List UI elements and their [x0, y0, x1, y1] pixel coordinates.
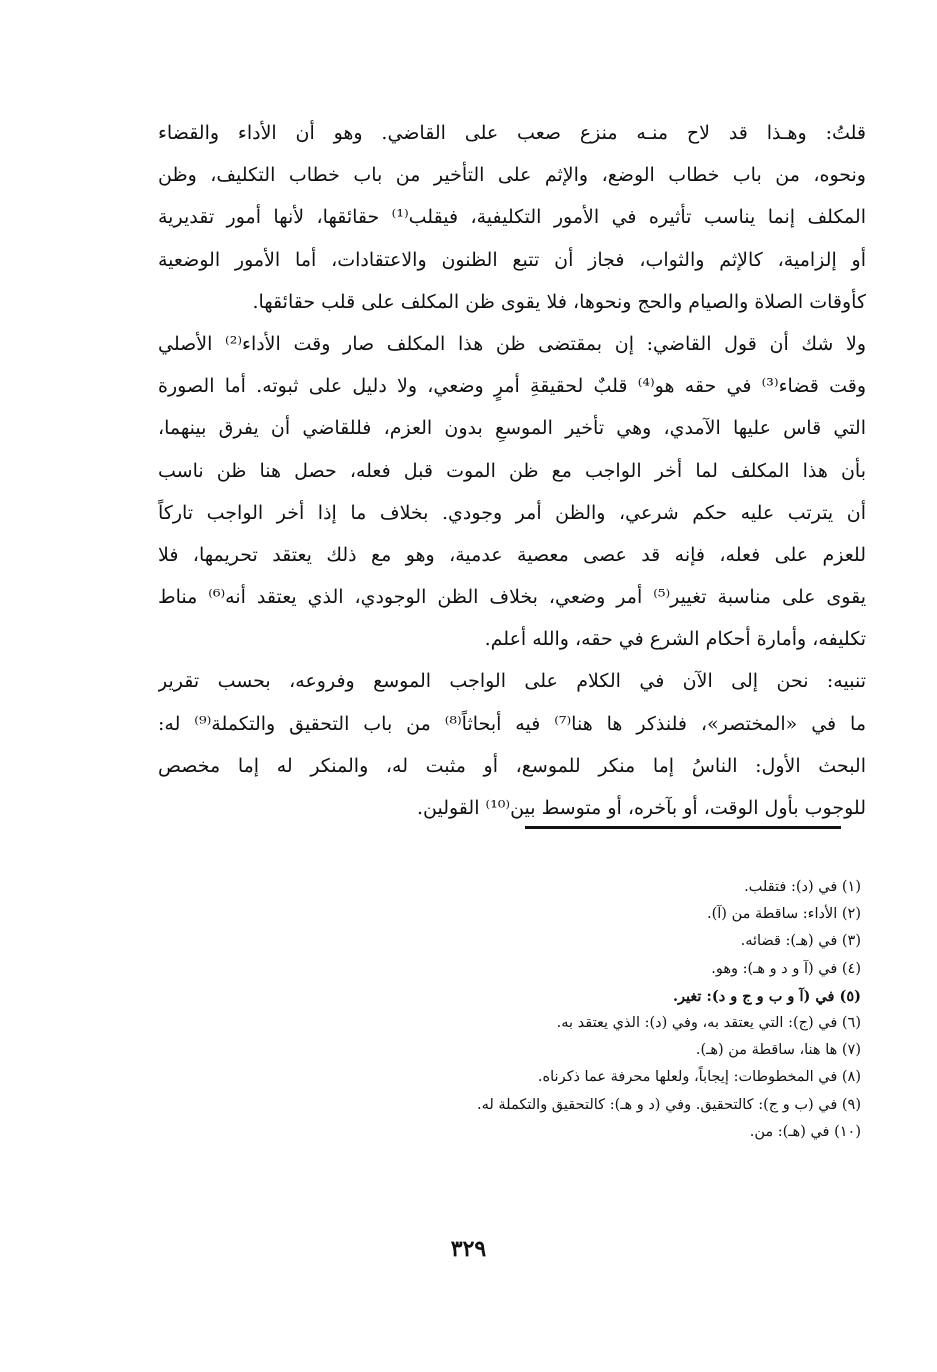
text-line: ونحوه، من باب خطاب الوضع، والإثم على التأخير من باب خطاب التكليف، وظن	[158, 164, 866, 187]
page-number: ٣٢٩	[450, 1236, 487, 1262]
text-line: قلتُ: وهـذا قد لاح منـه منزع صعب على القاضي. وهو أن الأداء والقضاء	[158, 122, 866, 144]
text-line: البحث الأول: الناسُ إما منكر للموسع، أو مثبت له، والمنكر له إما مخصص	[158, 754, 866, 777]
main-text	[158, 112, 866, 829]
text-line: المكلف إنما يناسب تأثيره في الأمور التكليفية، فيقلب⁽¹⁾ حقائقها، لأنها أمور تقديرية	[158, 206, 866, 229]
footnote: (٧) ها هنا، ساقطة من (هـ).	[695, 1042, 861, 1059]
text-line: التي قاس عليها الآمدي، وهي تأخير الموسعِ بدون العزم، فللقاضي أن يفرق بينهما،	[158, 417, 866, 440]
footnote: (٦) في (ج): التي يعتقد به، وفي (د): الذي يعتقد به.	[556, 1014, 861, 1031]
footnote: (٤) في (آ و د و هـ): وهو.	[711, 960, 861, 977]
text-line: وقت قضاء⁽³⁾ في حقه هو⁽⁴⁾ قلبٌ لحقيقةِ أمرٍ وضعي، ولا دليل على ثبوته. أما الصورة	[158, 375, 866, 398]
footnote: (٥) في (آ و ب و ج و د): تغير.	[672, 987, 861, 1005]
text-line: ما في «المختصر»، فلنذكر ها هنا⁽⁷⁾ فيه أبحاثاً⁽⁸⁾ من باب التحقيق والتكملة⁽⁹⁾ له:	[158, 712, 866, 735]
footnote: (١) في (د): فتقلب.	[744, 879, 861, 895]
footnote: (١٠) في (هـ): من.	[749, 1123, 861, 1140]
footnote: (٩) في (ب و ج): كالتحقيق. وفي (د و هـ): كالتحقيق والتكملة له.	[477, 1096, 861, 1113]
text-line: للوجوب بأول الوقت، أو بآخره، أو متوسط بين⁽¹⁰⁾ القولين.	[416, 797, 866, 819]
footnote-separator	[525, 826, 841, 829]
text-line: أو إلزامية، كالإثم والثواب، فجاز أن تتبع الظنون والاعتقادات، أما الأمور الوضعية	[158, 248, 866, 271]
text-line: كأوقات الصلاة والصيام والحج ونحوها، فلا يقوى ظن المكلف على قلب حقائقها.	[252, 290, 866, 313]
footnote: (٣) في (هـ): قضائه.	[740, 933, 861, 950]
footnote: (٨) في المخطوطات: إيجاباً، ولعلها محرفة عما ذكرناه.	[537, 1069, 861, 1086]
footnotes	[341, 874, 861, 1146]
text-line: أن يترتب عليه حكم شرعي، والظن أمر وجودي. بخلاف ما إذا أخر الواجب تاركاً	[158, 501, 866, 524]
text-line: تكليفه، وأمارة أحكام الشرع في حقه، والله أعلم.	[484, 628, 866, 651]
text-line: للعزم على فعله، فإنه قد عصى معصية عدمية، وهو مع ذلك يعتقد تحريمها، فلا	[158, 543, 866, 566]
footnote: (٢) الأداء: ساقطة من (آ).	[707, 906, 861, 923]
text-line: يقوى على مناسبة تغيير⁽⁵⁾ أمر وضعي، بخلاف الظن الوجودي، الذي يعتقد أنه⁽⁶⁾ مناط	[158, 586, 866, 609]
text-line: ولا شك أن قول القاضي: إن بمقتضى ظن هذا المكلف صار وقت الأداء⁽²⁾ الأصلي	[158, 332, 866, 355]
text-line: بأن هذا المكلف لما أخر الواجب مع ظن الموت قبل فعله، حصل هنا ظن ناسب	[158, 459, 866, 482]
text-line: تنبيه: نحن إلى الآن في الكلام على الواجب الموسع وفروعه، بحسب تقرير	[158, 670, 866, 693]
